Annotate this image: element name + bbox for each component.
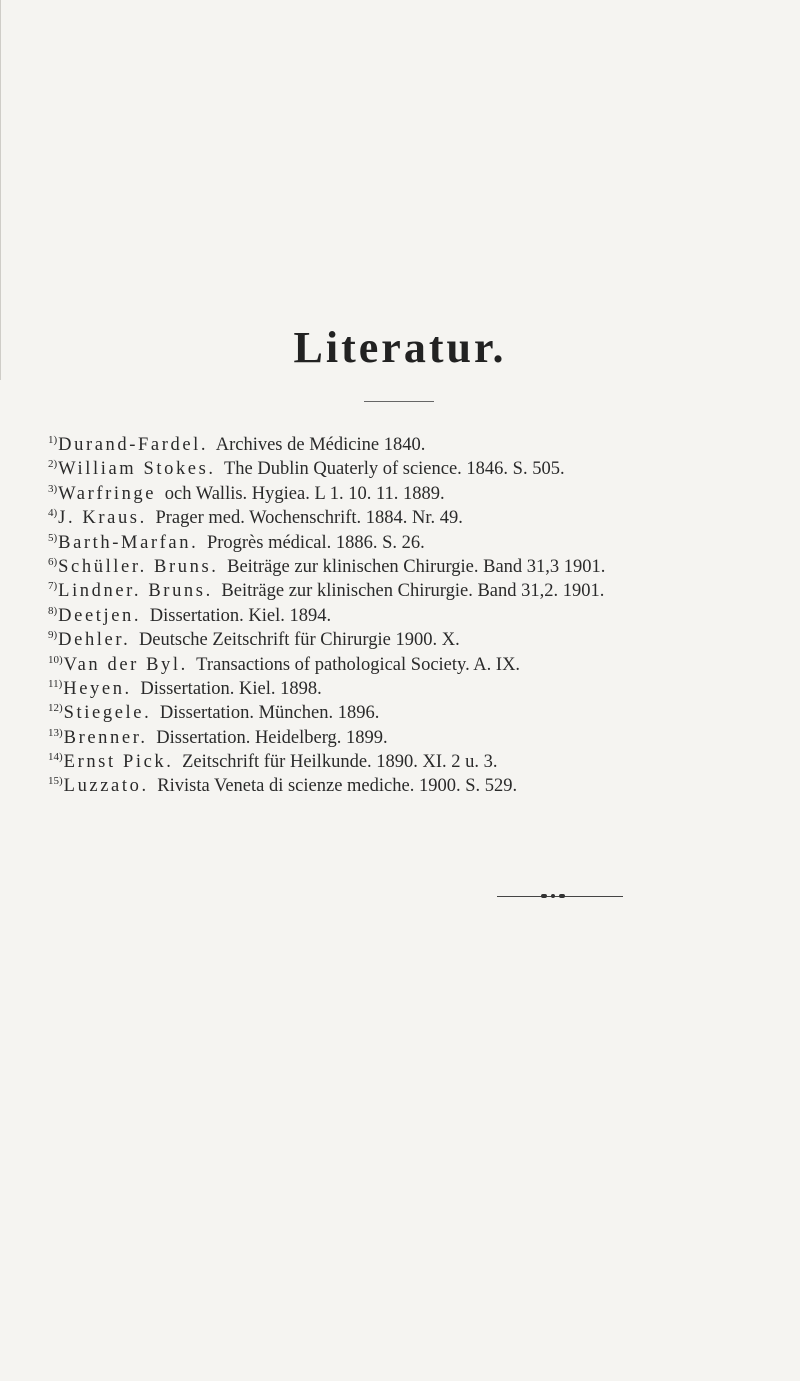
- reference-number: 11): [48, 677, 63, 690]
- reference-author: Schüller. Bruns.: [58, 556, 219, 577]
- reference-item: [48, 721, 788, 748]
- divider-ornament: [551, 894, 555, 898]
- reference-item: [48, 672, 788, 699]
- reference-number: 15): [48, 775, 63, 788]
- reference-number: 6): [48, 555, 58, 568]
- divider-ornament: [559, 894, 565, 898]
- reference-number: 7): [48, 580, 58, 593]
- reference-item: [48, 745, 788, 773]
- reference-source: Archives de Médicine 1840.: [215, 435, 426, 455]
- reference-source: Dissertation. Heidelberg. 1899.: [156, 727, 388, 748]
- reference-author: Brenner.: [63, 727, 148, 748]
- title-divider: [364, 401, 434, 402]
- reference-author: William Stokes.: [58, 459, 216, 480]
- reference-source: Dissertation. München. 1896.: [159, 703, 380, 724]
- reference-source: Deutsche Zeitschrift für Chirurgie 1900. X.: [138, 630, 460, 651]
- reference-source: Dissertation. Kiel. 1898.: [140, 678, 322, 699]
- reference-item: [48, 769, 788, 797]
- reference-author: Heyen.: [63, 678, 132, 699]
- reference-author: Stiegele.: [63, 703, 152, 724]
- reference-number: 8): [48, 604, 58, 617]
- reference-source: Prager med. Wochenschrift. 1884. Nr. 49.: [155, 508, 463, 529]
- reference-source: Beiträge zur klinischen Chirurgie. Band 31,2. 1901.: [221, 581, 605, 602]
- reference-item: [48, 696, 788, 724]
- reference-source: Progrès médical. 1886. S. 26.: [206, 532, 425, 553]
- reference-author: Luzzato.: [63, 776, 149, 797]
- reference-source: Dissertation. Kiel. 1894.: [149, 605, 332, 626]
- reference-author: J. Kraus.: [58, 508, 147, 529]
- reference-author: Durand-Fardel.: [58, 435, 209, 455]
- reference-number: 9): [48, 629, 58, 642]
- reference-item: [48, 648, 788, 675]
- page-title: Literatur.: [293, 323, 507, 372]
- reference-author: Deetjen.: [58, 605, 142, 626]
- reference-author: Van der Byl.: [63, 654, 188, 675]
- reference-item: [48, 501, 788, 529]
- reference-item: [48, 574, 788, 602]
- reference-item: [48, 428, 788, 455]
- reference-item: [48, 623, 788, 651]
- reference-item: [48, 550, 788, 577]
- reference-number: 1): [48, 434, 58, 446]
- reference-number: 2): [48, 458, 58, 471]
- reference-source: Transactions of pathological Society. A. IX.: [196, 654, 521, 675]
- reference-author: Barth-Marfan.: [58, 532, 199, 553]
- reference-number: 10): [48, 653, 63, 666]
- reference-author: Dehler.: [58, 630, 131, 651]
- reference-source: och Wallis. Hygiea. L 1. 10. 11. 1889.: [164, 483, 445, 504]
- reference-source: Rivista Veneta di scienze mediche. 1900. S. 529.: [157, 776, 518, 797]
- reference-author: Lindner. Bruns.: [58, 581, 213, 602]
- reference-number: 13): [48, 726, 63, 739]
- ornamental-divider: [497, 895, 623, 898]
- reference-author: Ernst Pick.: [63, 752, 174, 773]
- reference-author: Warfringe: [58, 483, 157, 504]
- reference-number: 14): [48, 751, 63, 764]
- reference-item: [48, 452, 788, 480]
- reference-number: 12): [48, 702, 63, 715]
- reference-source: The Dublin Quaterly of science. 1846. S. 505.: [223, 459, 565, 480]
- reference-item: [48, 477, 788, 504]
- reference-number: 4): [48, 507, 58, 520]
- divider-ornament: [541, 894, 547, 898]
- reference-source: Zeitschrift für Heilkunde. 1890. XI. 2 u. 3.: [182, 752, 498, 773]
- reference-source: Beiträge zur klinischen Chirurgie. Band 31,3 1901.: [227, 556, 606, 577]
- reference-item: [48, 599, 788, 626]
- reference-list: [48, 428, 788, 797]
- reference-number: 3): [48, 482, 58, 495]
- reference-item: [48, 526, 788, 553]
- reference-number: 5): [48, 531, 58, 544]
